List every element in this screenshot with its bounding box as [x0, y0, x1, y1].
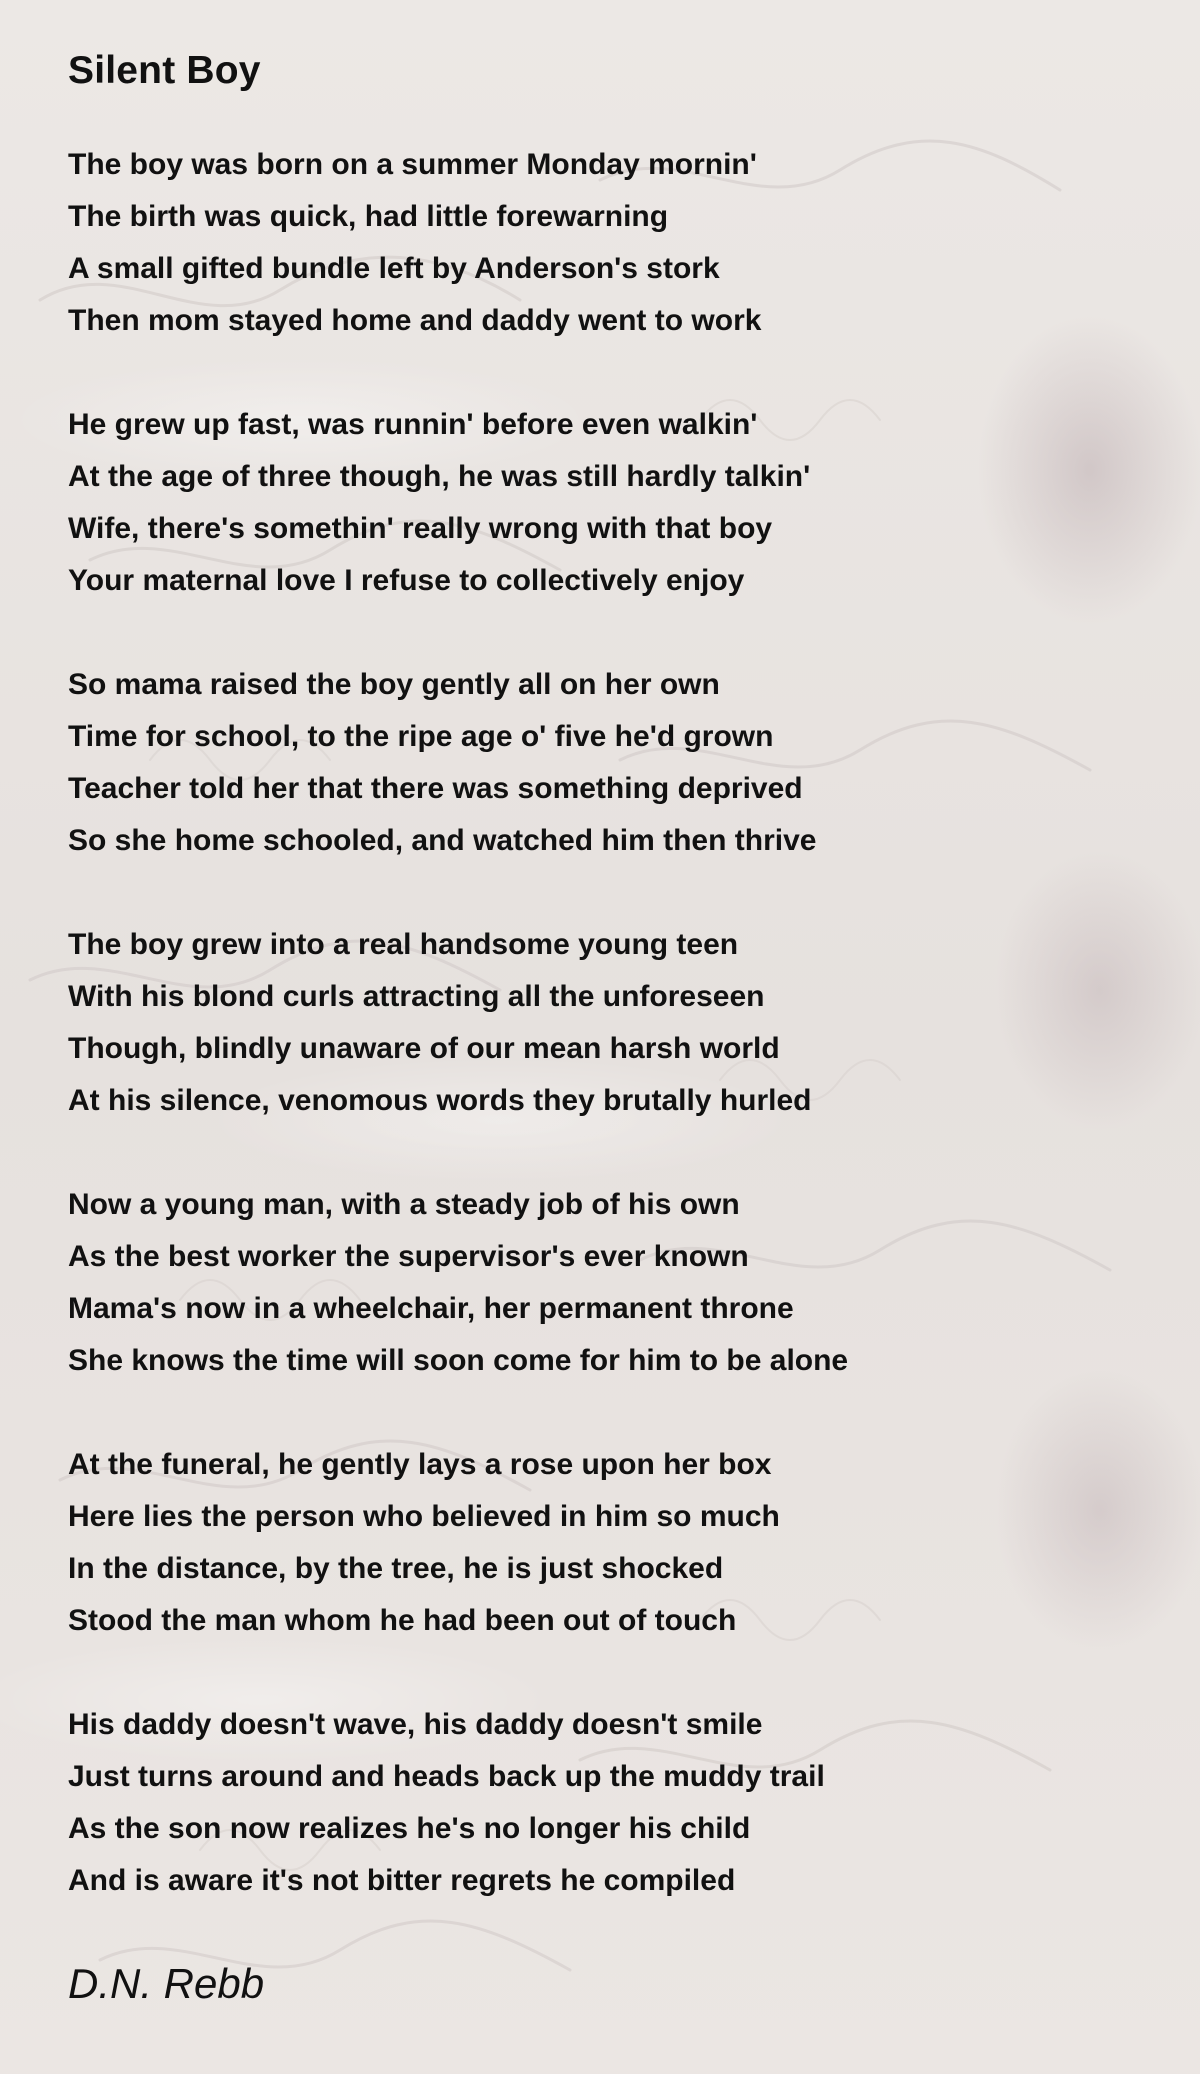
poem-title: Silent Boy	[68, 49, 261, 92]
poem-line: At his silence, venomous words they brutally hurled	[68, 1083, 812, 1117]
poem-line: At the age of three though, he was still hardly talkin'	[68, 459, 811, 493]
poem-line: Mama's now in a wheelchair, her permanent throne	[68, 1291, 794, 1325]
poem-container	[68, 48, 1148, 2009]
poem-line: Stood the man whom he had been out of touch	[68, 1603, 737, 1637]
stanza-1	[68, 139, 1148, 347]
stanza-5	[68, 1179, 1148, 1387]
poem-line: In the distance, by the tree, he is just shocked	[68, 1551, 724, 1585]
stanza-3	[68, 659, 1148, 867]
stanza-2	[68, 399, 1148, 607]
poem-line: So she home schooled, and watched him then thrive	[68, 823, 817, 857]
poem-line: At the funeral, he gently lays a rose upon her box	[68, 1447, 772, 1481]
poem-line: The boy was born on a summer Monday mornin'	[68, 147, 757, 181]
poem-line: Time for school, to the ripe age o' five he'd grown	[68, 719, 774, 753]
poem-line: So mama raised the boy gently all on her own	[68, 667, 720, 701]
poem-line: He grew up fast, was runnin' before even walkin'	[68, 407, 758, 441]
stanza-4	[68, 919, 1148, 1127]
stanza-7	[68, 1699, 1148, 1907]
poem-line: She knows the time will soon come for him to be alone	[68, 1343, 849, 1377]
poem-line: Your maternal love I refuse to collectively enjoy	[68, 563, 745, 597]
poem-body	[68, 139, 1148, 1907]
poem-line: A small gifted bundle left by Anderson's stork	[68, 251, 720, 285]
poem-line: Wife, there's somethin' really wrong with that boy	[68, 511, 773, 545]
poem-line: His daddy doesn't wave, his daddy doesn't smile	[68, 1707, 763, 1741]
poem-line: As the son now realizes he's no longer his child	[68, 1811, 751, 1845]
poem-line: Here lies the person who believed in him so much	[68, 1499, 780, 1533]
poem-line: As the best worker the supervisor's ever known	[68, 1239, 749, 1273]
stanza-6	[68, 1439, 1148, 1647]
poem-line: The birth was quick, had little forewarning	[68, 199, 669, 233]
poem-line: Teacher told her that there was something deprived	[68, 771, 803, 805]
poem-line: Though, blindly unaware of our mean harsh world	[68, 1031, 780, 1065]
poem-line: The boy grew into a real handsome young teen	[68, 927, 739, 961]
poem-line: Then mom stayed home and daddy went to work	[68, 303, 762, 337]
poem-line: Now a young man, with a steady job of his own	[68, 1187, 740, 1221]
poem-author: D.N. Rebb	[68, 1959, 265, 2007]
poem-line: And is aware it's not bitter regrets he compiled	[68, 1863, 736, 1897]
poem-line: Just turns around and heads back up the muddy trail	[68, 1759, 825, 1793]
poem-line: With his blond curls attracting all the unforeseen	[68, 979, 765, 1013]
